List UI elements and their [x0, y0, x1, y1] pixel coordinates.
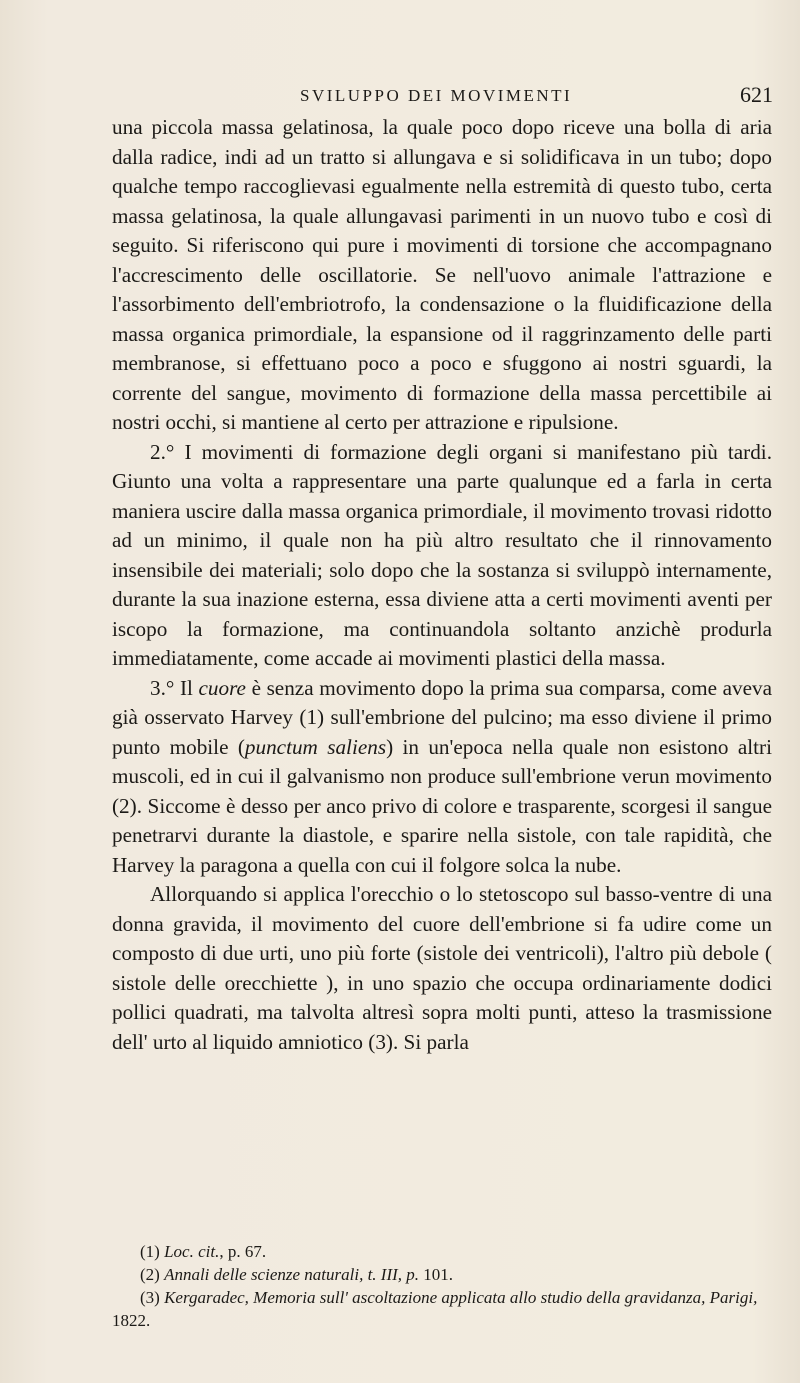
footnote-2-mark: (2) — [140, 1265, 165, 1284]
p3-rest: ) in un'epoca nella quale non esistono altri muscoli, ed in cui il galvanismo non produce sull'embrione verun movimento (2). Siccome è desso per anco privo di colore e trasparente, scorgesi il sangue penetrarvi durante la diastole, e sparire nella sistole, con tale rapidità, che Harvey la paragona a quella con cui il folgore solca la nube. — [112, 734, 772, 877]
p3-middle: è senza movimento dopo la prima sua comparsa, come aveva già osservato Harvey (1) sull'embrione del pulcino; ma esso diviene il primo punto mobile ( — [112, 675, 772, 759]
footnote-3-rest: 1822. — [112, 1311, 151, 1330]
footnote-2 — [112, 1263, 772, 1286]
paragraph-4: Allorquando si applica l'orecchio o lo stetoscopo sul basso-ventre di una donna gravida, il movimento del cuore dell'embrione si fa udire come un composto di due urti, uno più forte (sistole dei ventricoli), l'altro più debole ( sistole delle orecchiette ), in uno spazio che occupa ordinariamente dodici pollici quadrati, ma talvolta altresì sopra molti punti, atteso la trasmissione dell' urto al liquido amniotico (3). Si parla — [112, 882, 772, 1054]
footnote-2-source: Annali delle scienze naturali, t. III, p. — [164, 1265, 420, 1284]
running-title: SVILUPPO DEI MOVIMENTI — [300, 86, 573, 105]
paragraph-3 — [112, 674, 772, 881]
body-text — [112, 113, 772, 1057]
footnote-3 — [112, 1286, 772, 1332]
footnote-1-mark: (1) — [140, 1242, 165, 1261]
paragraph-continued: una piccola massa gelatinosa, la quale poco dopo riceve una bolla di aria dalla radice, indi ad un tratto si allungava e si solidificava in un tubo; dopo qualche tempo raccoglievasi egualmente nella estremità di questo tubo, certa massa gelatinosa, la quale allungavasi parimenti in un nuovo tubo e così di seguito. Si riferiscono qui pure i movimenti di torsione che accompagnano l'accrescimento delle oscillatorie. Se nell'uovo animale l'attrazione e l'assorbimento dell'embriotrofo, la condensazione o la fluidificazione della massa organica primordiale, la espansione od il raggrinzamento delle parti membranose, si effettuano poco a poco e sfuggono ai nostri sguardi, la corrente del sangue, movimento di formazione della massa percettibile ai nostri occhi, si mantiene al certo per attrazione e ripulsione. — [112, 115, 772, 434]
footnote-1 — [112, 1240, 772, 1263]
footnote-1-rest: , p. 67. — [219, 1242, 267, 1261]
footnote-3-source: Kergaradec, Memoria sull' ascoltazione applicata allo studio della gravidanza, Parigi, — [164, 1288, 758, 1307]
footnotes — [112, 1240, 772, 1332]
p3-term-cuore: cuore — [198, 675, 246, 700]
page-number: 621 — [740, 82, 773, 107]
running-head — [0, 82, 800, 112]
footnote-3-mark: (3) — [140, 1288, 165, 1307]
p3-lead: 3.° Il — [150, 675, 199, 700]
p3-term-punctum: punctum saliens — [244, 734, 387, 759]
footnote-2-rest: 101. — [419, 1265, 454, 1284]
paragraph-2: 2.° I movimenti di formazione degli organi si manifestano più tardi. Giunto una volta a rappresentare una parte qualunque ed a farla in certa maniera uscire dalla massa organica primordiale, il movimento trovasi ridotto ad un minimo, il quale non ha più altro resultato che il rinnovamento insensibile dei materiali; solo dopo che la sostanza si sviluppò internamente, durante la sua inazione esterna, essa diviene atta a certi movimenti aventi per iscopo la formazione, ma continuandola soltanto anzichè produrla immediatamente, come accade ai movimenti plastici della massa. — [112, 439, 772, 670]
footnote-1-source: Loc. cit. — [164, 1242, 220, 1261]
